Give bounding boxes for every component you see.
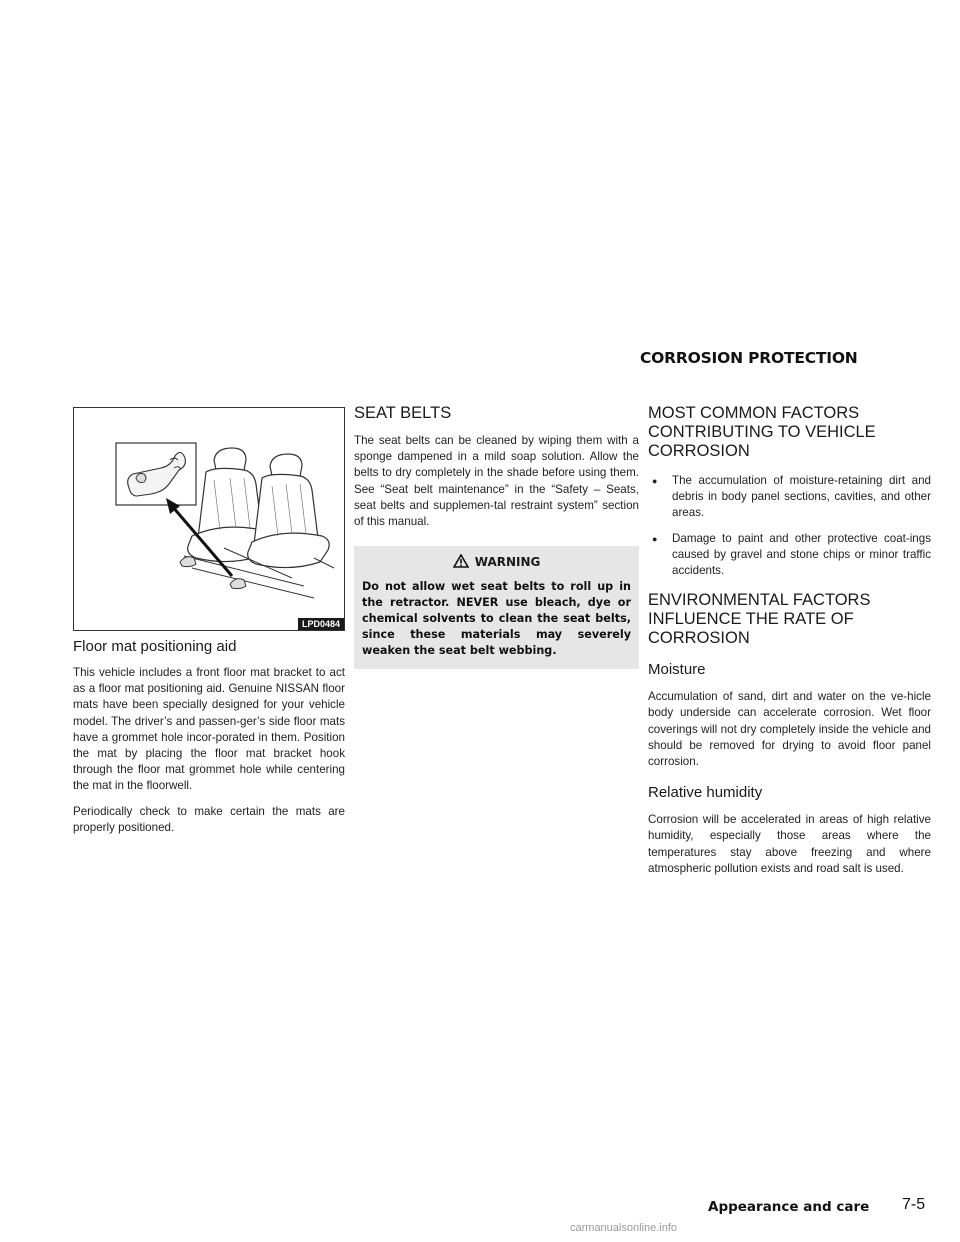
warning-text: Do not allow wet seat belts to roll up in the retractor. NEVER use bleach, dye or chemical solvents to clean the seat belts, since these materials may severely weaken the seat belt webbing. [362,580,631,658]
seat-belts-paragraph: The seat belts can be cleaned by wiping them with a sponge dampened in a mild soap solution. Allow the belts to dry completely in the shade before using them. See “Seat belt maintenance” in the “Safety – Seats, seat belts and supplemen-tal restraint system” section of this manual. [354,434,639,529]
environmental-heading [648,591,931,648]
common-factors-heading-line-1: MOST COMMON FACTORS [648,404,860,422]
watermark: carmanualsonline.info [570,1222,678,1234]
floor-mat-paragraph-1: This vehicle includes a front floor mat bracket to act as a floor mat positioning aid. Genuine NISSAN floor mats have been specially designed for your vehicle model. The driver’s and passen-ger’s side floor mats have a grommet hole incor-porated in them. Position the mat by placing the floor mat bracket hook through the floor mat grommet hole while centering the mat in the floorwell. [73,666,345,793]
common-factors-list [648,473,931,579]
moisture-paragraph: Accumulation of sand, dirt and water on the ve-hicle body underside can accelerate corrosion. Wet floor coverings will not dry completely inside the vehicle and should be removed for drying to avoid floor panel corrosion. [648,690,931,769]
common-factors-heading [648,404,931,461]
environmental-heading-line-2: INFLUENCE THE RATE OF [648,610,854,629]
seat-belts-section [354,404,639,669]
environmental-heading-line-3: CORROSION [648,629,750,648]
floor-mat-section [73,638,345,836]
page-number: 7-5 [902,1196,926,1213]
humidity-paragraph: Corrosion will be accelerated in areas of high relative humidity, especially those areas where the temperatures stay above freezing and where atmospheric pollution exists and road salt is used. [648,813,931,875]
figure-label: LPD0484 [298,618,344,630]
footer-section-label: Appearance and care [708,1199,870,1215]
warning-triangle-icon [453,554,469,568]
warning-header [362,554,631,569]
environmental-heading-line-1: ENVIRONMENTAL FACTORS [648,591,871,610]
floor-mat-paragraph-2: Periodically check to make certain the mats are properly positioned. [73,804,345,834]
corrosion-factors-section [648,404,931,877]
section-title: CORROSION PROTECTION [640,349,858,367]
common-factors-heading-line-3: CORROSION [648,442,750,460]
list-item: ● Damage to paint and other protective coat-ings caused by gravel and stone chips or minor traffic accidents. [648,531,931,580]
moisture-heading: Moisture [648,661,706,679]
floor-mat-heading: Floor mat positioning aid [73,638,237,655]
common-factors-heading-line-2: CONTRIBUTING TO VEHICLE [648,423,876,441]
seat-belts-heading: SEAT BELTS [354,404,452,422]
humidity-heading: Relative humidity [648,784,763,802]
warning-title: WARNING [474,555,541,570]
seat-illustration [74,408,344,630]
list-item: ● The accumulation of moisture-retaining dirt and debris in body panel sections, cavities, and other areas. [648,473,931,522]
warning-box [354,546,639,669]
floor-mat-illustration [73,407,345,631]
